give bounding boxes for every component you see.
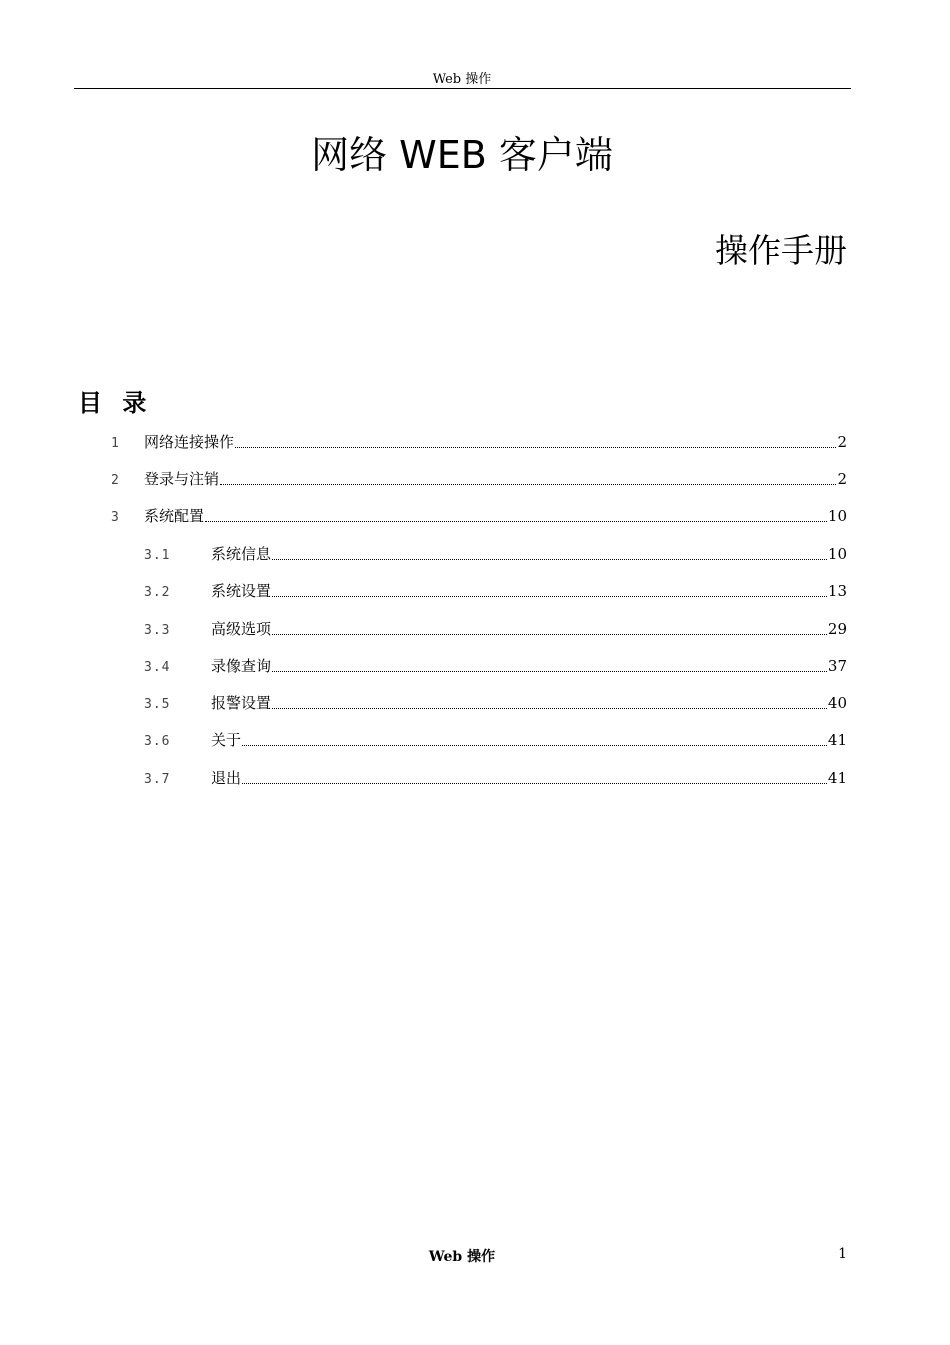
toc-entry-title: 网络连接操作 xyxy=(144,433,235,451)
toc-entry-number: 3.7 xyxy=(144,772,171,787)
page-header: Web 操作 xyxy=(432,72,492,87)
toc-entry-title: 系统设置 xyxy=(211,582,272,600)
dot-leader xyxy=(205,520,827,522)
toc-entry-number: 3.1 xyxy=(144,548,171,563)
toc-heading: 目 录 xyxy=(78,389,153,417)
toc-entry-number: 3.3 xyxy=(144,623,171,638)
toc-entry-title: 系统信息 xyxy=(211,545,272,563)
toc-entry-title: 系统配置 xyxy=(144,507,205,525)
dot-leader xyxy=(235,446,836,448)
dot-leader xyxy=(272,595,827,597)
toc-entry[interactable] xyxy=(144,730,847,750)
toc-entry-number: 2 xyxy=(111,473,119,488)
toc-entry-page: 10 xyxy=(827,507,847,525)
toc-entry-page: 40 xyxy=(827,694,847,712)
toc-entry[interactable] xyxy=(144,656,847,676)
toc-entry-number: 3.2 xyxy=(144,585,171,600)
toc-entry-title: 登录与注销 xyxy=(144,470,220,488)
toc-entry[interactable] xyxy=(111,469,847,489)
toc-entry-page: 29 xyxy=(827,620,847,638)
document-subtitle: 操作手册 xyxy=(715,231,847,270)
toc-entry-title: 高级选项 xyxy=(211,620,272,638)
dot-leader xyxy=(220,483,836,485)
toc-entry-page: 41 xyxy=(827,769,847,787)
toc-entry-page: 41 xyxy=(827,731,847,749)
dot-leader xyxy=(242,782,827,784)
toc-entry-title: 关于 xyxy=(211,731,242,749)
toc-entry-number: 1 xyxy=(111,436,119,451)
dot-leader xyxy=(272,558,827,560)
toc-entry[interactable] xyxy=(144,544,847,564)
dot-leader xyxy=(242,744,827,746)
toc-entry-page: 2 xyxy=(837,433,847,451)
toc-entry-number: 3 xyxy=(111,510,119,525)
toc-entry[interactable] xyxy=(144,581,847,601)
page-number: 1 xyxy=(838,1246,847,1262)
toc-entry[interactable] xyxy=(144,619,847,639)
toc-entry[interactable] xyxy=(144,768,847,788)
toc-entry-title: 退出 xyxy=(211,769,242,787)
toc-entry-title: 录像查询 xyxy=(211,657,272,675)
toc-entry-number: 3.5 xyxy=(144,697,171,712)
dot-leader xyxy=(272,670,827,672)
toc-entry-page: 13 xyxy=(827,582,847,600)
toc-entry-page: 37 xyxy=(827,657,847,675)
toc-entry-title: 报警设置 xyxy=(211,694,272,712)
header-rule xyxy=(74,88,851,89)
toc-entry-page: 2 xyxy=(837,470,847,488)
toc-entry-number: 3.4 xyxy=(144,660,171,675)
toc-entry[interactable] xyxy=(111,432,847,452)
toc-entry-page: 10 xyxy=(827,545,847,563)
toc-entry-number: 3.6 xyxy=(144,734,171,749)
dot-leader xyxy=(272,633,827,635)
toc-entry[interactable] xyxy=(111,506,847,526)
document-title: 网络 WEB 客户端 xyxy=(311,133,613,177)
toc-entry[interactable] xyxy=(144,693,847,713)
dot-leader xyxy=(272,707,827,709)
page-footer: Web 操作 xyxy=(428,1249,496,1265)
